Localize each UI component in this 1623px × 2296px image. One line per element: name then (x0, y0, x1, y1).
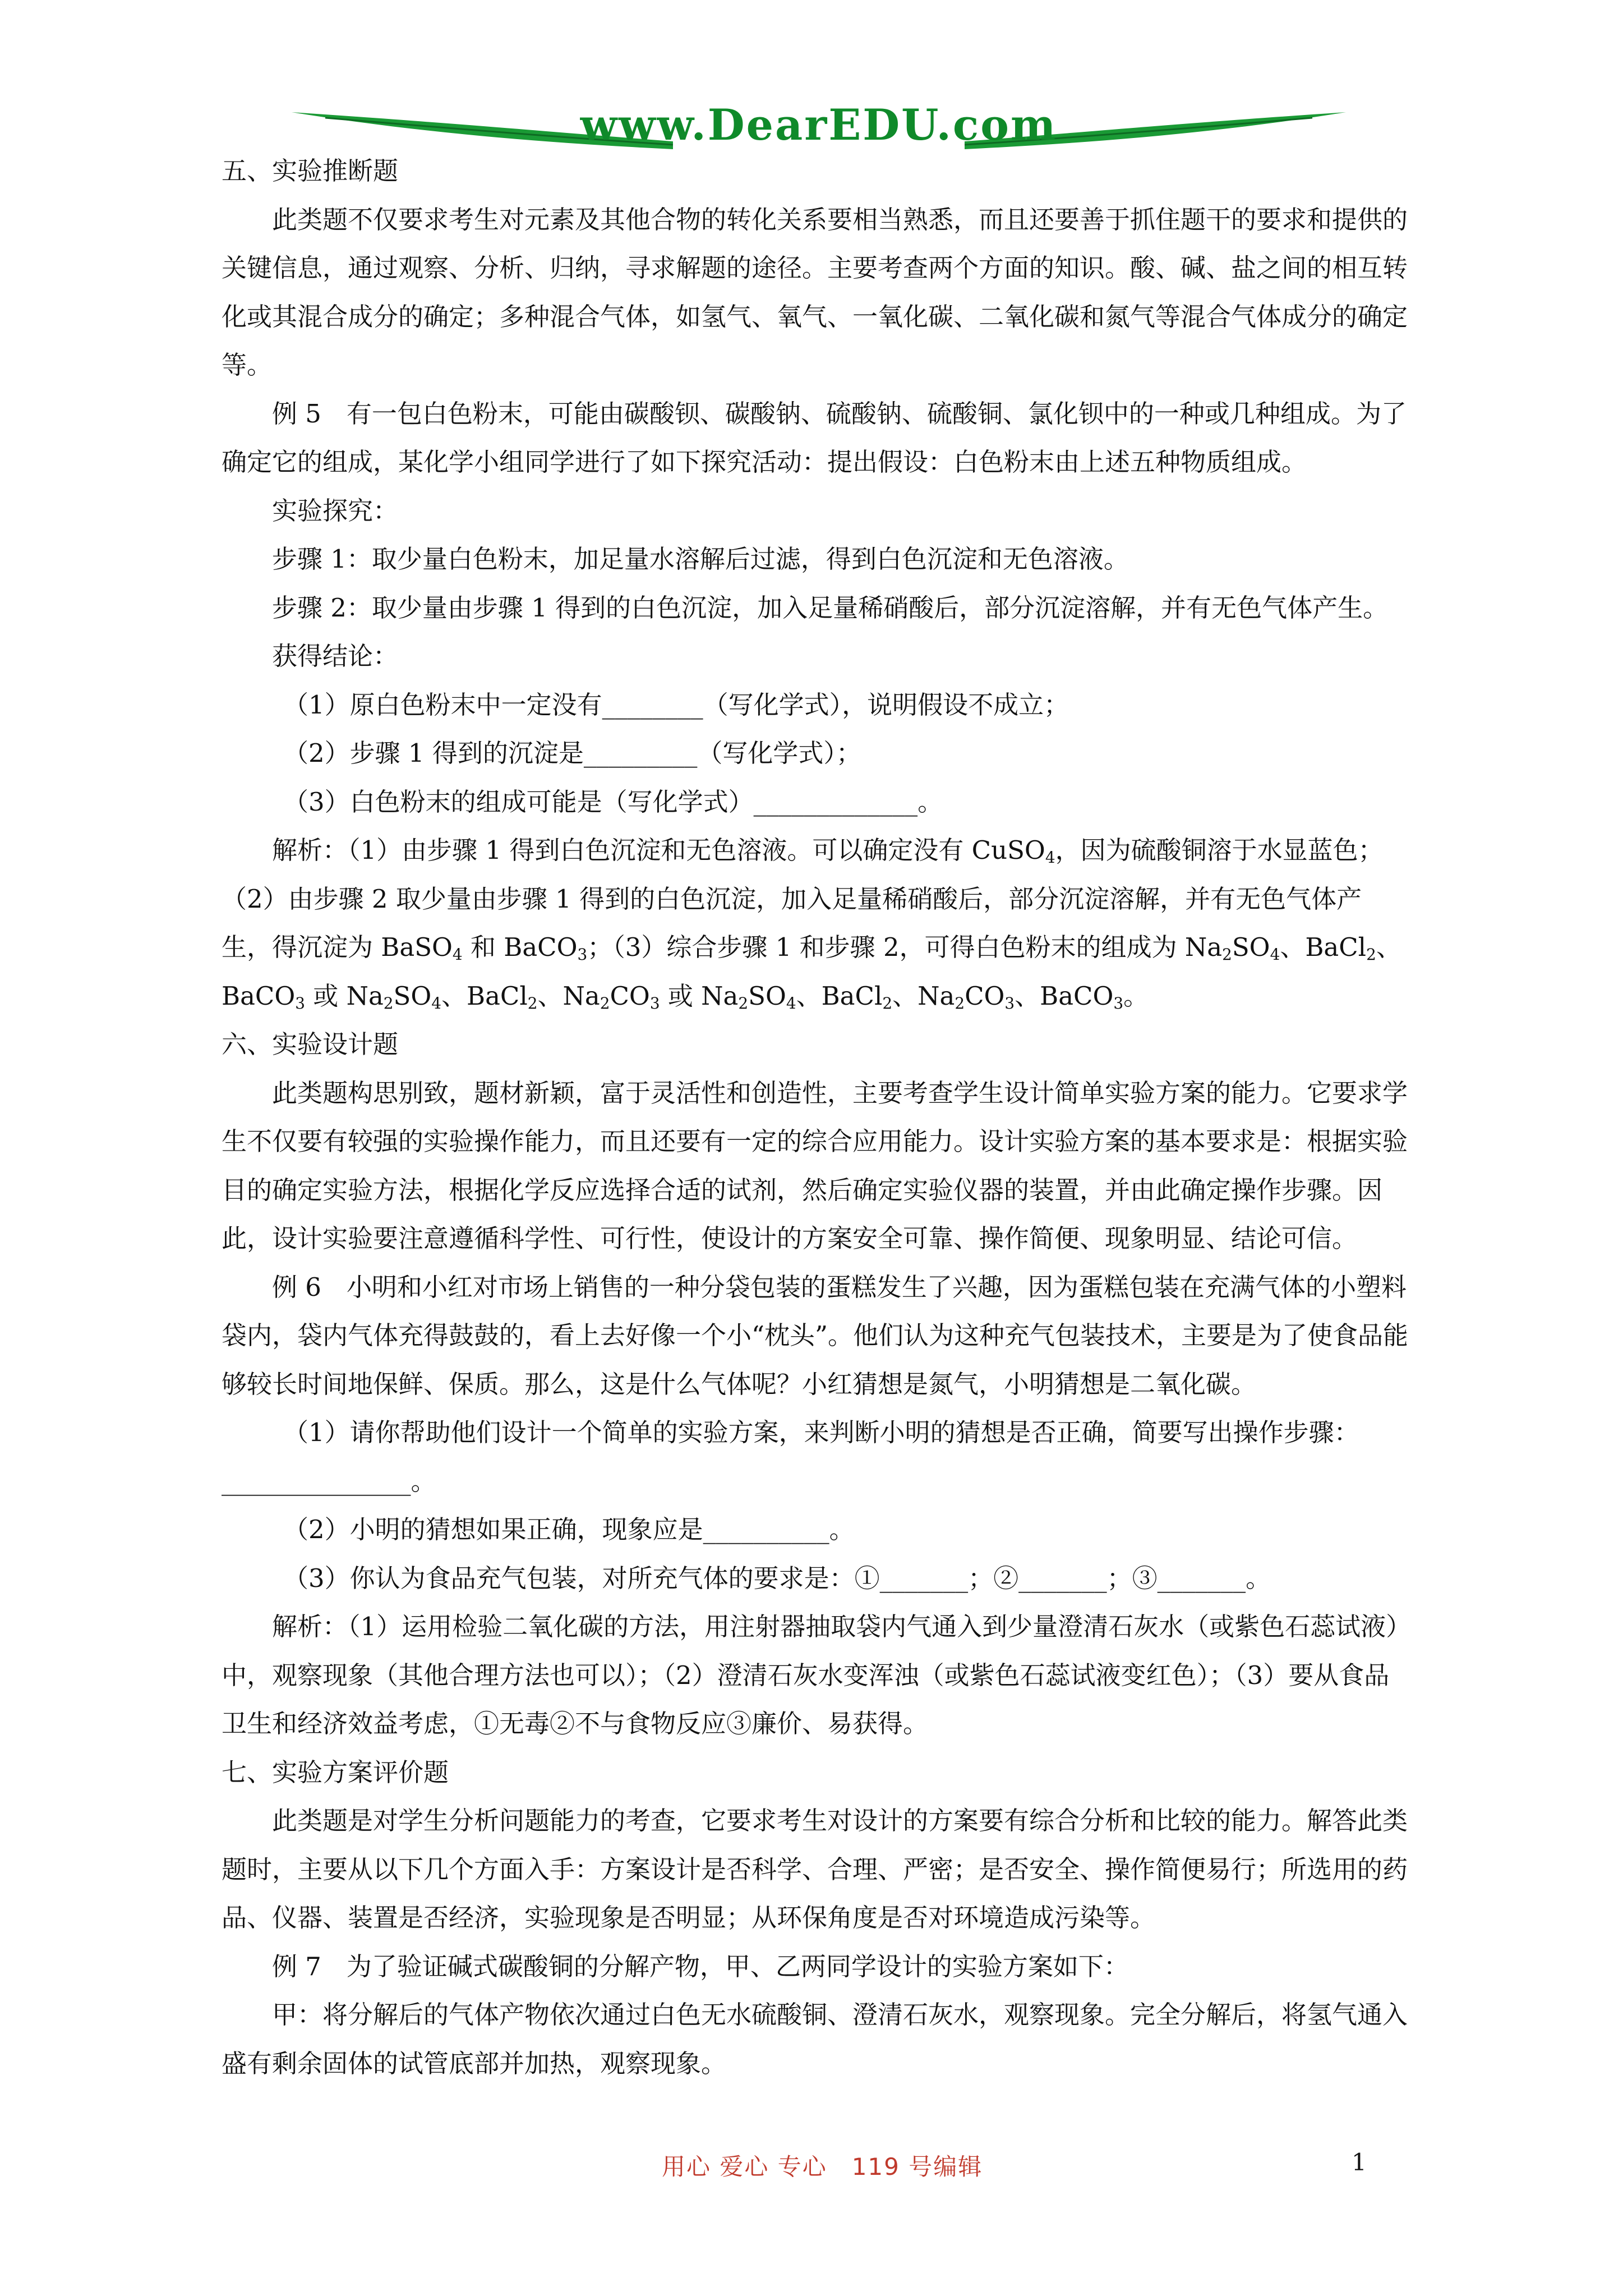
example-five-step-one: 步骤 1：取少量白色粉末，加足量水溶解后过滤，得到白色沉淀和无色溶液。 (272, 544, 1129, 574)
example-six-question-two: （2）小明的猜想如果正确，现象应是__________。 (283, 1515, 855, 1544)
example-five-question-one: （1）原白色粉末中一定没有________（写化学式），说明假设不成立； (283, 689, 1069, 720)
example-six-question-one: （1）请你帮助他们设计一个简单的实验方案，来判断小明的猜想是否正确，简要写出操作步骤：_______________。 (222, 1418, 1359, 1496)
example-seven: 例 7 为了验证碱式碳酸铜的分解产物，甲、乙两同学设计的实验方案如下： (272, 1951, 1129, 1981)
example-five-explore: 实验探究： (272, 495, 399, 526)
section-seven-title: 七、实验方案评价题 (222, 1757, 449, 1787)
example-five-question-three: （3）白色粉末的组成可能是（写化学式）_____________。 (283, 786, 943, 817)
example-five-answer: 解析：（1）由步骤 1 得到白色沉淀和无色溶液。可以确定没有 CuSO$_4$，因为硫酸铜溶于水显蓝色；（2）由步骤 2 取少量由步骤 1 得到的白色沉淀，加入足量稀硝酸后，部分沉淀溶解，并有无色气体产生，得沉淀为 BaSO$_4$ 和 BaCO$_3$；（3）综合步骤 1 和步骤 2，可得白色粉末的组成为 $Na_2SO_4$、BaCl$_2$、BaCO$_3$ 或 $Na_2SO_4$、BaCl$_2$、$Na_2CO_3$ 或 $Na_2SO_4$、BaCl$_2$、$Na_2CO_3$、BaCO$_3$。 (222, 835, 1401, 1013)
example-five-conclusion: 获得结论： (272, 641, 399, 671)
example-seven-plan-jia: 甲：将分解后的气体产物依次通过白色无水硫酸铜、澄清石灰水，观察现象。完全分解后，将氢气通入盛有剩余固体的试管底部并加热，观察现象。 (222, 2000, 1408, 2078)
section-six-intro: 此类题构思别致，题材新颖，富于灵活性和创造性，主要考查学生设计简单实验方案的能力。它要求学生不仅要有较强的实验操作能力，而且还要有一定的综合应用能力。设计实验方案的基本要求是：根据实验目的确定实验方法，根据化学反应选择合适的试剂，然后确定实验仪器的装置，并由此确定操作步骤。因此，设计实验要注意遵循科学性、可行性，使设计的方案安全可靠、操作简便、现象明显、结论可信。 (222, 1078, 1408, 1253)
example-six-answer: 解析：（1）运用检验二氧化碳的方法，用注射器抽取袋内气通入到少量澄清石灰水（或紫色石蕊试液）中，观察现象（其他合理方法也可以）；（2）澄清石灰水变浑浊（或紫色石蕊试液变红色）；（3）要从食品卫生和经济效益考虑，①无毒②不与食物反应③廉价、易获得。 (222, 1612, 1399, 1738)
example-five: 例 5 有一包白色粉末，可能由碳酸钡、碳酸钠、硫酸钠、硫酸铜、氯化钡中的一种或几种组成。为了确定它的组成，某化学小组同学进行了如下探究活动：提出假设：白色粉末由上述五种物质组成。 (222, 398, 1407, 477)
page-number: 1 (1352, 2148, 1367, 2176)
example-five-step-two: 步骤 2：取少量由步骤 1 得到的白色沉淀，加入足量稀硝酸后，部分沉淀溶解，并有无色气体产生。 (272, 592, 1389, 623)
footer-credit: 用心 爱心 专心 119 号编辑 (662, 2153, 983, 2180)
example-five-question-two: （2）步骤 1 得到的沉淀是_________（写化学式）； (283, 738, 861, 768)
section-seven-intro: 此类题是对学生分析问题能力的考查，它要求考生对设计的方案要有综合分析和比较的能力。解答此类题时，主要从以下几个方面入手：方案设计是否科学、合理、严密；是否安全、操作简便易行；所选用的药品、仪器、装置是否经济，实验现象是否明显；从环保角度是否对环境造成污染等。 (222, 1806, 1408, 1932)
section-five-title: 五、实验推断题 (222, 156, 399, 186)
example-six: 例 6 小明和小红对市场上销售的一种分袋包装的蛋糕发生了兴趣，因为蛋糕包装在充满气体的小塑料袋内，袋内气体充得鼓鼓的，看上去好像一个小“枕头”。他们认为这种充气包装技术，主要是为了使食品能够较长时间地保鲜、保质。那么，这是什么气体呢？小红猜想是氮气，小明猜想是二氧化碳。 (222, 1272, 1409, 1399)
section-five-intro: 此类题不仅要求考生对元素及其他合物的转化关系要相当熟悉，而且还要善于抓住题干的要求和提供的关键信息，通过观察、分析、归纳，寻求解题的途径。主要考查两个方面的知识。酸、碱、盐之间的相互转化或其混合成分的确定；多种混合气体，如氢气、氧气、一氧化碳、二氧化碳和氮气等混合气体成分的确定等。 (222, 204, 1408, 380)
section-six-title: 六、实验设计题 (222, 1029, 399, 1059)
site-name[interactable]: www.DearEDU.com (580, 100, 1058, 150)
example-six-question-three: （3）你认为食品充气包装，对所充气体的要求是：①_______；②_______；③_______。 (283, 1563, 1271, 1593)
document-body (222, 147, 1410, 2088)
page-footer (0, 2148, 1623, 2193)
